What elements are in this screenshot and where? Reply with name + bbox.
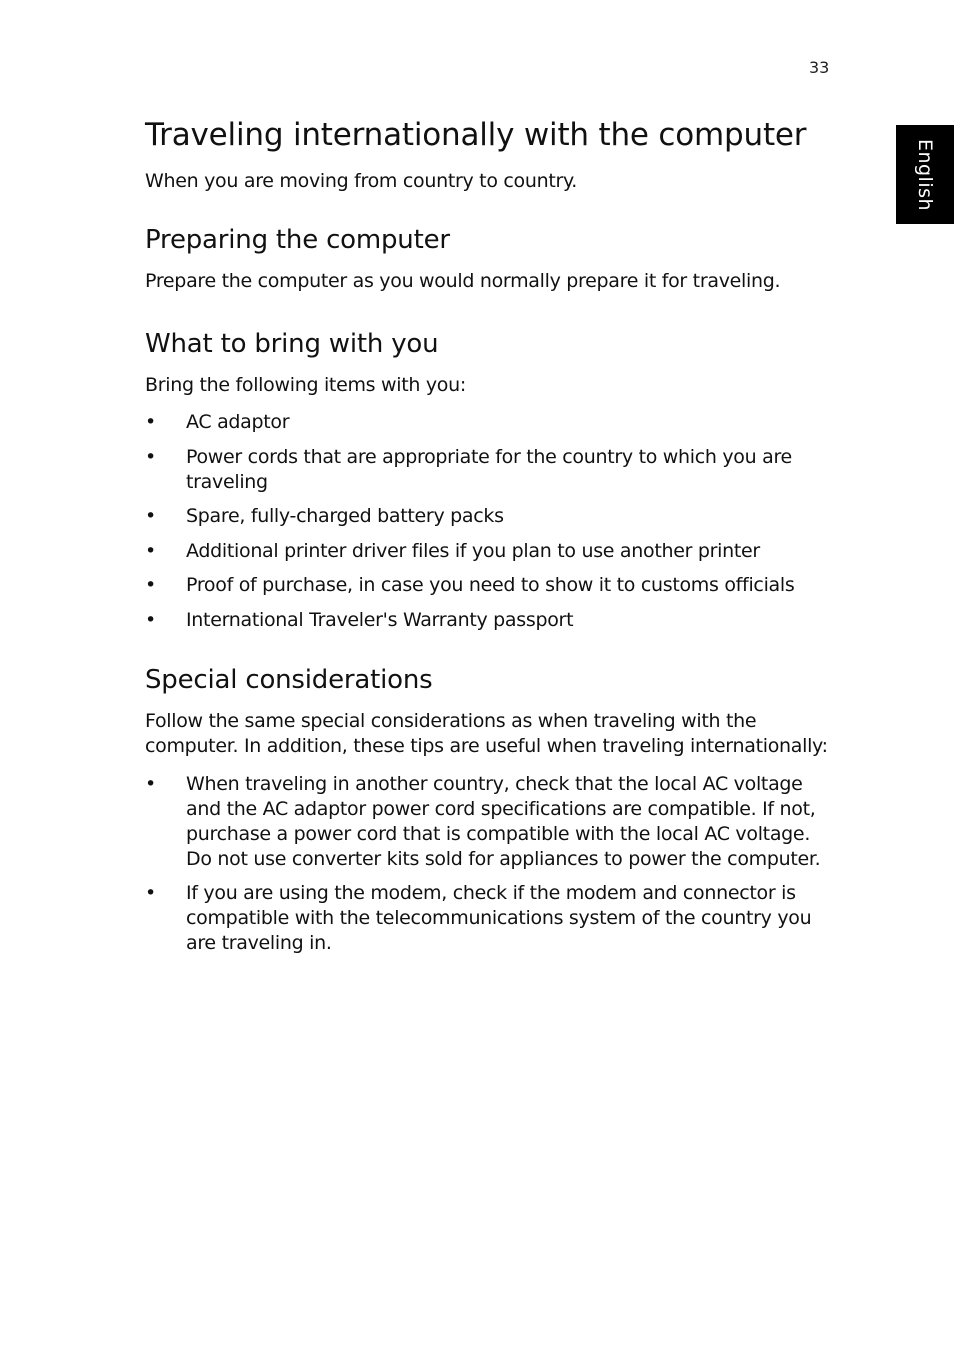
document-body <box>145 116 830 966</box>
language-tab-label: English <box>914 138 936 211</box>
list-item: • Proof of purchase, in case you need to show it to customs officials <box>145 573 830 598</box>
list-item: • Spare, fully-charged battery packs <box>145 504 830 529</box>
list-item: • When traveling in another country, check that the local AC voltage and the AC adaptor power cord specifications are compatible. If not, purchase a power cord that is compatible with the local AC voltage. Do not use converter kits sold for appliances to power the computer. <box>145 772 830 872</box>
bring-items-list <box>145 410 830 633</box>
section-heading-preparing: Preparing the computer <box>145 225 450 255</box>
language-tab <box>896 125 954 224</box>
section-heading-bring: What to bring with you <box>145 329 439 359</box>
page-number: 33 <box>809 58 830 77</box>
intro-text: When you are moving from country to country. <box>145 170 577 192</box>
section-text-preparing: Prepare the computer as you would normally prepare it for traveling. <box>145 270 781 292</box>
section-heading-special: Special considerations <box>145 664 433 695</box>
list-item: • International Traveler's Warranty passport <box>145 608 830 633</box>
list-item: • Additional printer driver files if you plan to use another printer <box>145 539 830 564</box>
list-item: • AC adaptor <box>145 410 830 435</box>
list-item: • Power cords that are appropriate for the country to which you are traveling <box>145 445 830 495</box>
section-text-special: Follow the same special considerations as when traveling with the computer. In addition, these tips are useful when traveling internationally: <box>145 709 828 757</box>
special-items-list <box>145 772 830 957</box>
section-text-bring: Bring the following items with you: <box>145 374 466 396</box>
page-title: Traveling internationally with the computer <box>145 117 807 153</box>
list-item: • If you are using the modem, check if the modem and connector is compatible with the telecommunications system of the country you are traveling in. <box>145 881 830 956</box>
